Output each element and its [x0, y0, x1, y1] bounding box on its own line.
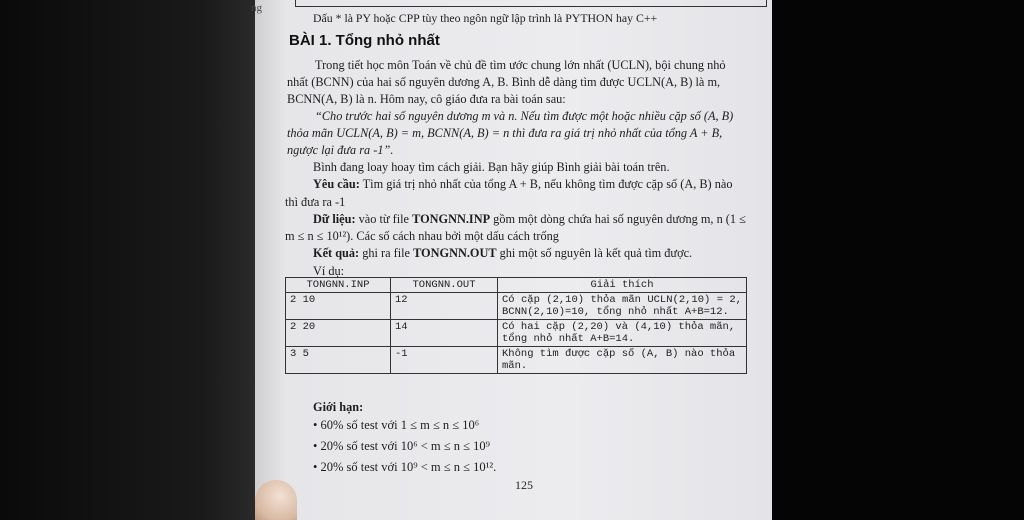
header-note: Dấu * là PY hoặc CPP tùy theo ngôn ngữ lập trình là PYTHON hay C++ [313, 11, 658, 25]
requirement-line-1 [313, 177, 732, 192]
example-label: Ví dụ: [313, 264, 345, 278]
dark-background-right [772, 0, 1024, 520]
margin-mark: ng [251, 2, 262, 14]
limit-text: 20% số test với 10⁹ < m ≤ n ≤ 10¹². [320, 460, 497, 474]
input-line-1 [313, 212, 746, 227]
example-table [285, 277, 747, 374]
output-pre: ghi ra file [359, 246, 414, 260]
cell-inp: 3 5 [286, 347, 391, 374]
requirement-line-2: thì đưa ra -1 [285, 195, 346, 209]
output-file: TONGNN.OUT [413, 246, 497, 260]
limit-item: • 60% số test với 1 ≤ m ≤ n ≤ 10⁶ [313, 418, 480, 432]
cell-out: 12 [391, 293, 498, 320]
requirement-label: Yêu cầu: [313, 177, 360, 191]
limit-text: 20% số test với 10⁶ < m ≤ n ≤ 10⁹ [320, 439, 490, 453]
struggle-text: Bình đang loay hoay tìm cách giải. Bạn hãy giúp Bình giải bài toán trên. [313, 160, 670, 174]
intro-line-2: nhất (BCNN) của hai số nguyên dương A, B. Bình dễ dàng tìm được UCLN(A, B) là m, [287, 75, 721, 89]
input-file: TONGNN.INP [412, 212, 491, 226]
problem-title: BÀI 1. Tổng nhỏ nhất [289, 32, 440, 49]
input-pre: vào từ file [355, 212, 413, 226]
input-line-2: m ≤ n ≤ 10¹²). Các số cách nhau bởi một dấu cách trống [285, 229, 559, 243]
cell-explain: Có cặp (2,10) thỏa mãn UCLN(2,10) = 2, BCNN(2,10)=10, tổng nhỏ nhất A+B=12. [498, 293, 747, 320]
thumb-image [255, 480, 297, 520]
cell-out: 14 [391, 320, 498, 347]
cell-out: -1 [391, 347, 498, 374]
cell-explain: Không tìm được cặp số (A, B) nào thỏa mãn. [498, 347, 747, 374]
header-explain: Giải thích [498, 278, 747, 293]
cell-inp: 2 10 [286, 293, 391, 320]
input-label: Dữ liệu: [313, 212, 356, 226]
page-number: 125 [515, 478, 533, 492]
input-post: gồm một dòng chứa hai số nguyên dương m, n (1 ≤ [490, 212, 746, 226]
table-row [286, 347, 747, 374]
dark-background-left [0, 0, 255, 520]
limit-text: 60% số test với 1 ≤ m ≤ n ≤ 10⁶ [320, 418, 480, 432]
intro-line-1: Trong tiết học môn Toán về chủ đề tìm ước chung lớn nhất (UCLN), bội chung nhỏ [315, 58, 726, 72]
table-row [286, 293, 747, 320]
output-post: ghi một số nguyên là kết quả tìm được. [496, 246, 693, 260]
output-label: Kết quả: [313, 246, 360, 260]
quote-line-1: “Cho trước hai số nguyên dương m và n. Nếu tìm được một hoặc nhiều cặp số (A, B) [315, 109, 734, 123]
requirement-text: Tìm giá trị nhỏ nhất của tổng A + B, nếu không tìm được cặp số (A, B) nào [359, 177, 733, 191]
limit-item: • 20% số test với 10⁹ < m ≤ n ≤ 10¹². [313, 460, 497, 474]
output-line [313, 246, 692, 261]
table-header-row [286, 278, 747, 293]
quote-line-2: thỏa mãn UCLN(A, B) = m, BCNN(A, B) = n thì đưa ra giá trị nhỏ nhất của tổng A + B, [287, 126, 723, 140]
limit-item: • 20% số test với 10⁶ < m ≤ n ≤ 10⁹ [313, 439, 490, 453]
intro-line-3: BCNN(A, B) là n. Hôm nay, cô giáo đưa ra bài toán sau: [287, 92, 566, 106]
cell-inp: 2 20 [286, 320, 391, 347]
cell-explain: Có hai cặp (2,20) và (4,10) thỏa mãn, tổng nhỏ nhất A+B=14. [498, 320, 747, 347]
table-row [286, 320, 747, 347]
previous-table-edge [295, 0, 767, 7]
quote-line-3: ngược lại đưa ra -1”. [287, 143, 394, 157]
header-inp: TONGNN.INP [286, 278, 391, 293]
limits-label: Giới hạn: [313, 400, 364, 414]
book-page [251, 0, 772, 520]
header-out: TONGNN.OUT [391, 278, 498, 293]
